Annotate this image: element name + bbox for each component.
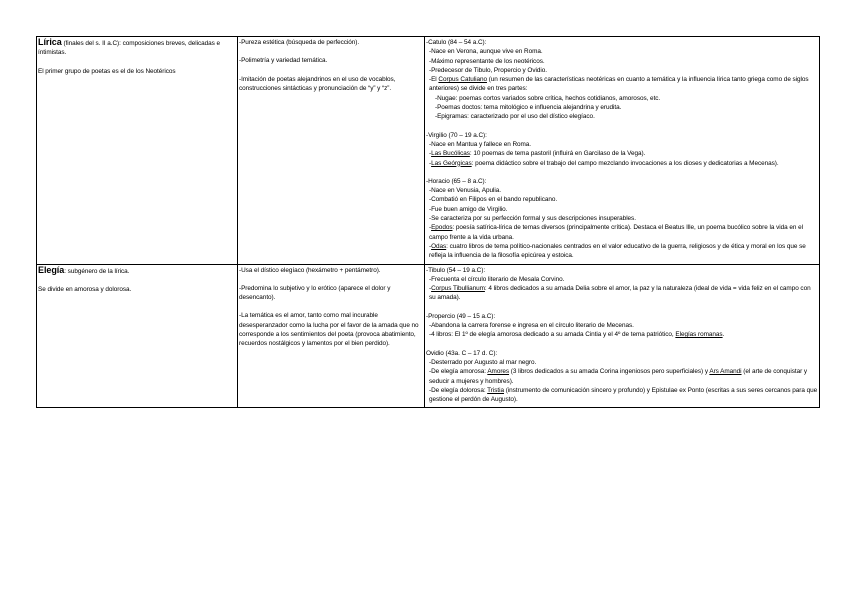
author-heading: -Virgilio (70 – 19 a.C): xyxy=(426,131,487,139)
work-title: Ars Amandi xyxy=(709,368,742,376)
work-title: Epodos xyxy=(431,224,453,232)
author-line: -Abandona la carrera forense e ingresa en el círculo literario de Mecenas. xyxy=(429,322,634,330)
genre-note: El primer grupo de poetas es el de los Neotéricos xyxy=(38,67,176,75)
author-line: -Fue buen amigo de Virgilio. xyxy=(429,205,508,213)
genre-description: (finales del s. II a.C): composiciones breves, delicadas e íntimistas. xyxy=(38,40,221,57)
genre-title: Elegía xyxy=(38,264,65,275)
author-line: -Las Bucólicas: 10 poemas de tema pastoril (influirá en Garcilaso de la Vega). xyxy=(429,150,646,158)
author-line: -Las Geórgicas: poema didáctico sobre el trabajo del campo mezclando invocaciones a los dioses y dedicatorias a Mecenas). xyxy=(429,159,779,167)
feature-item: -Imitación de poetas alejandrinos en el uso de vocablos, construcciones sintácticas y pronunciación de “y” y “z”. xyxy=(239,75,396,92)
author-line: -Epodos: poesía satírica-lírica de temas diversos (principalmente crítica). Destaca el Beatus Ille, un poema bucólico sobre la vida en el campo frente a la vida urbana. xyxy=(429,224,803,241)
authors-cell-elegia xyxy=(425,264,820,408)
feature-item: -Polimetría y variedad temática. xyxy=(239,57,328,65)
author-line: -De elegía amorosa: Amores (3 libros dedicados a su amada Corina ingeniosos pero superficiales) y Ars Amandi (el arte de conquistar y seducir a mujeres y hombres). xyxy=(429,368,808,385)
author-line: -De elegía dolorosa: Tristia (instrumento de comunicación sincero y profundo) y Epistulae ex Ponto (escritas a sus seres cercanos para que gestione el perdón de Augusto). xyxy=(429,386,818,404)
author-block-ovidio xyxy=(426,349,818,405)
genre-description: : subgénero de la lírica. xyxy=(64,267,130,275)
work-title: Corpus Catuliano xyxy=(438,76,487,84)
work-title: Amores xyxy=(487,368,510,376)
work-title: Odas xyxy=(431,242,447,250)
work-title: Las Bucólicas xyxy=(431,150,470,158)
author-line: -Nace en Venusia, Apulia. xyxy=(429,187,501,195)
work-title: Elegías romanas xyxy=(675,331,723,339)
author-subline: -Nugae: poemas cortos variados sobre crítica, hechos cotidianos, amorosos, etc. xyxy=(435,94,661,102)
author-heading: -Catulo (84 – 54 a.C): xyxy=(426,39,487,46)
author-line: -El Corpus Catuliano (un resumen de las características neotéricas en cuanto a temática y la influencia lírica tanto griega como de siglos anteriores) se divide en tres partes: xyxy=(429,76,809,93)
author-line: -Desterrado por Augusto al mar negro. xyxy=(429,358,537,366)
feature-item: -Predomina lo subjetivo y lo erótico (aparece el dolor y desencanto). xyxy=(239,284,391,302)
genre-title: Lírica xyxy=(38,37,62,47)
literature-table xyxy=(36,36,820,408)
author-block-tibulo xyxy=(426,266,818,303)
features-cell-elegia xyxy=(238,264,425,408)
table-row-lirica xyxy=(37,37,820,265)
author-subline: -Poemas doctos: tema mitológico e influencia alejandrina y erudita. xyxy=(435,104,622,112)
work-title: Corpus Tibullianum xyxy=(431,285,485,293)
genre-cell-elegia xyxy=(37,264,238,408)
author-line: -Odas: cuatro libros de tema político-nacionales centrados en el valor educativo de la guerra, religiosos y de ética y moral en los que se refleja la influencia de la filosofía epicúrea y estoica. xyxy=(429,242,806,260)
author-heading: -Propercio (49 – 15 a.C): xyxy=(426,312,496,320)
authors-cell-lirica xyxy=(425,37,820,265)
author-heading: -Tibulo (54 – 19 a.C): xyxy=(426,266,486,274)
author-heading: -Horacio (65 – 8 a.C): xyxy=(426,177,487,185)
author-heading: Ovidio (43a. C – 17 d. C): xyxy=(426,349,498,357)
work-title: Tristia xyxy=(487,386,504,394)
author-block-horacio xyxy=(426,177,818,261)
author-subline: -Epigramas: caracterizado por el uso del dístico elegíaco. xyxy=(435,113,595,121)
author-block-virgilio xyxy=(426,131,818,168)
author-line: -Frecuenta el círculo literario de Mesala Corvino. xyxy=(429,275,565,283)
author-line: -Se caracteriza por su perfección formal y sus descripciones insuperables. xyxy=(429,215,636,223)
author-line: -Predecesor de Tibulo, Propercio y Ovidio. xyxy=(429,66,547,74)
author-line: -Máximo representante de los neotéricos. xyxy=(429,57,545,65)
author-block-propercio xyxy=(426,312,818,340)
genre-cell-lirica xyxy=(37,37,238,265)
genre-note: Se divide en amorosa y dolorosa. xyxy=(38,285,132,293)
table-row-elegia xyxy=(37,264,820,408)
author-block-catulo xyxy=(426,38,818,122)
feature-item: -Pureza estética (búsqueda de perfección). xyxy=(239,39,360,46)
feature-item: -Usa el dístico elegíaco (hexámetro + pentámetro). xyxy=(239,266,381,274)
work-title: Las Geórgicas xyxy=(431,159,472,167)
author-line: -Nace en Mantua y fallece en Roma. xyxy=(429,140,532,148)
features-cell-lirica xyxy=(238,37,425,265)
feature-item: -La temática es el amor, tanto como mal incurable desesperanzador como la lucha por el favor de la amada que no corresponde a los sentimientos del poeta (provoca abatimiento, recuerdos nostálgicos y lamentos por el bien perdido). xyxy=(239,312,419,348)
author-line: -Corpus Tibullianum: 4 libros dedicados a su amada Delia sobre el amor, la paz y la naturaleza (ideal de vida = vida feliz en el campo con su amada). xyxy=(429,285,811,302)
author-line: -4 libros: El 1º de elegía amorosa dedicado a su amada Cintia y el 4º de tema patriótico, Elegías romanas. xyxy=(429,331,725,339)
author-line: -Nace en Verona, aunque vive en Roma. xyxy=(429,48,543,56)
author-line: -Combatió en Filipos en el bando republicano. xyxy=(429,196,558,204)
